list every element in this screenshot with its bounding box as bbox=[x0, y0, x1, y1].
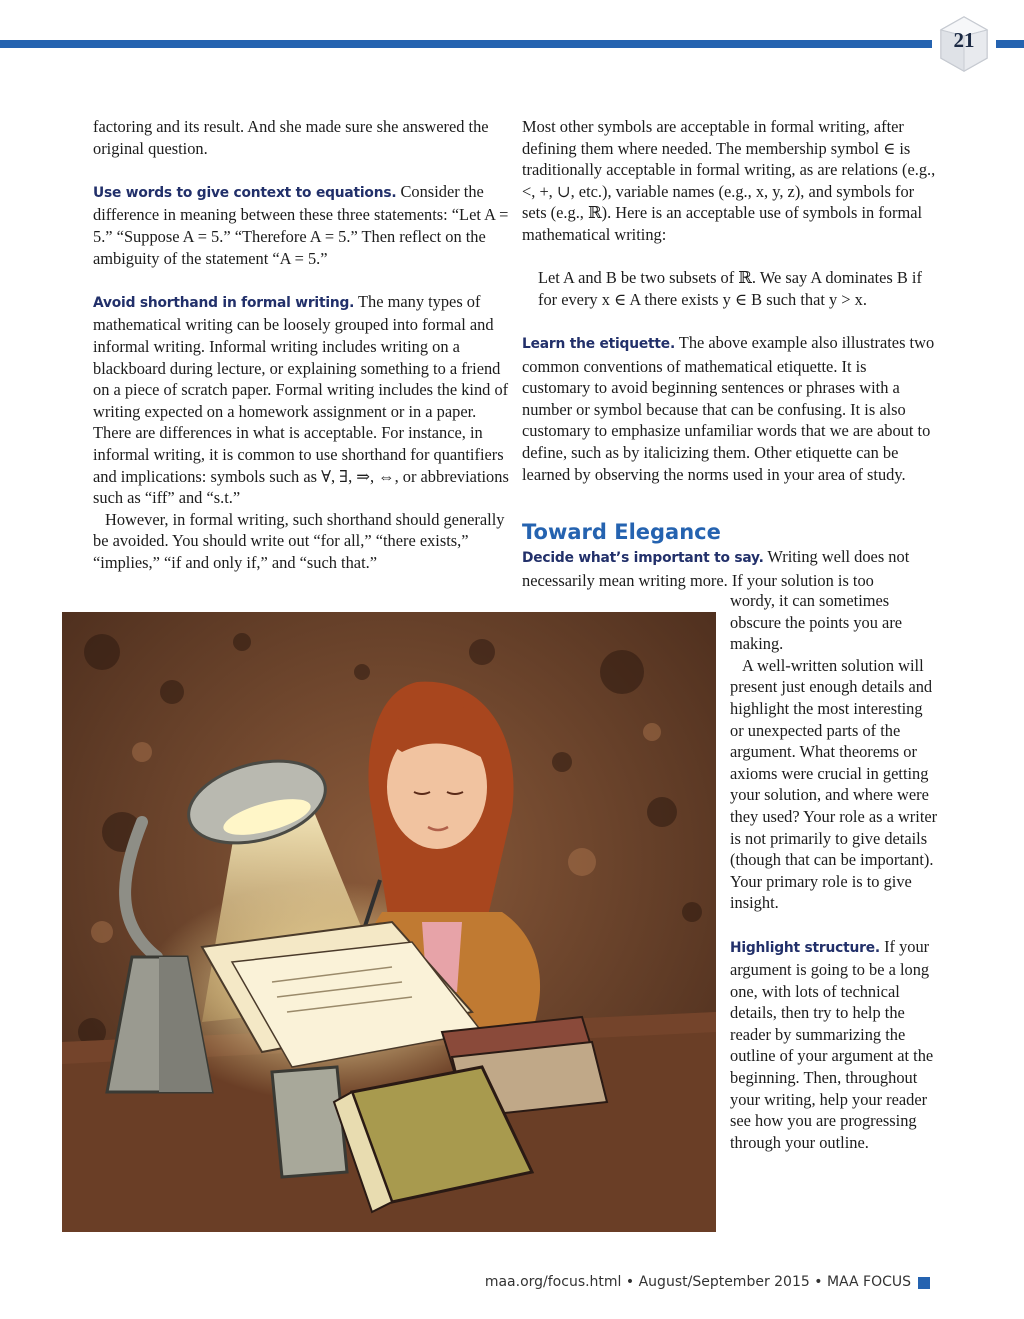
paragraph: Decide what’s important to say. Writing well does not necessarily mean writing more. If your solution is too bbox=[522, 547, 910, 590]
run-in-heading: Use words to give context to equations. bbox=[93, 184, 397, 201]
paragraph: wordy, it can sometimes obscure the points you are making. bbox=[730, 591, 903, 654]
section-heading: Toward Elegance bbox=[522, 520, 721, 544]
run-in-heading: Avoid shorthand in formal writing. bbox=[93, 294, 355, 311]
side-column bbox=[730, 590, 940, 1153]
paragraph: A well-written solution will present just enough details and highlight the most interesting or unexpected parts of the argument. What theorems or axioms were crucial in getting your solution, and where were they used? Your role as a writer is not primarily to give details (though that can be important). Your primary role is to give insight. bbox=[730, 655, 938, 913]
paragraph: Use words to give context to equations. Consider the difference in meaning between these three statements: “Let A = 5.” “Suppose A = 5.” “Therefore A = 5.” Then reflect on the ambiguity of the statement “A = 5.” bbox=[93, 181, 509, 268]
left-column bbox=[93, 116, 509, 573]
paragraph: Most other symbols are acceptable in formal writing, after defining them where needed. The membership symbol ∈ is traditionally acceptable in formal writing, as are relations (e.g., <, +, ∪, etc.), variable names (e.g., x, y, z), and symbols for sets (e.g., ℝ). Here is an acceptable use of symbols in formal mathematical writing: bbox=[522, 117, 936, 244]
paragraph: Avoid shorthand in formal writing. The many types of mathematical writing can be loosely grouped into formal and informal writing. Informal writing includes writing on a blackboard during lecture, or explaining something to a friend on a piece of scratch paper. Formal writing includes the kind of writing expected on a homework assignment or in a paper. There are differences in what is acceptable. For instance, in informal writing, it is common to use shorthand for quantifiers and implications: symbols such as ∀, ∃, ⇒, ⇔, or abbreviations such as “iff” and “s.t.” bbox=[93, 291, 509, 508]
run-in-heading: Learn the etiquette. bbox=[522, 335, 675, 352]
page-footer: maa.org/focus.html • August/September 2015 • MAA FOCUS bbox=[484, 1274, 911, 1290]
run-in-heading: Decide what’s important to say. bbox=[522, 550, 764, 566]
paragraph: However, in formal writing, such shorthand should generally be avoided. You should write out “for all,” “there exists,” “implies,” “if and only if,” and “such that.” bbox=[93, 509, 505, 572]
paragraph: Learn the etiquette. The above example also illustrates two common conventions of mathematical etiquette. It is customary to avoid beginning sentences or phrases with a number or symbol because that can be confusing. It is also customary to emphasize unfamiliar words that we are about to define, such as by italicizing them. Other etiquette can be learned by observing the norms used in your area of study. bbox=[522, 332, 935, 484]
run-in-heading: Highlight structure. bbox=[730, 939, 880, 956]
footer-square-icon bbox=[918, 1277, 930, 1289]
illustration-woman-writing-at-desk bbox=[62, 612, 716, 1232]
header-rule-end bbox=[996, 40, 1024, 48]
paragraph: Highlight structure. If your argument is going to be a long one, with lots of technical details, then try to help the reader by summarizing the outline of your argument at the beginning. Then, throughout your writing, help your reader see how you are progressing through your outline. bbox=[730, 936, 934, 1152]
paragraph: factoring and its result. And she made sure she answered the original question. bbox=[93, 117, 489, 158]
example-block: Let A and B be two subsets of ℝ. We say A dominates B if for every x ∈ A there exists y ∈ B such that y > x. bbox=[538, 268, 922, 309]
header-rule bbox=[0, 40, 932, 48]
right-column bbox=[522, 116, 937, 485]
page-number: 21 bbox=[953, 28, 975, 52]
